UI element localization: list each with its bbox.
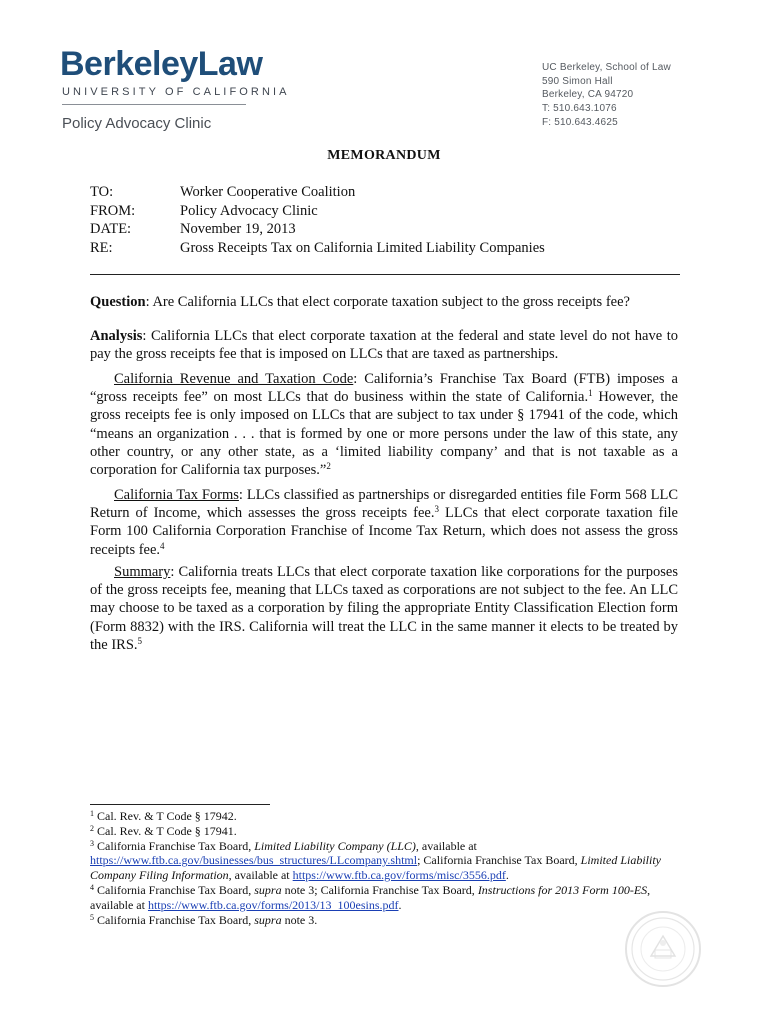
form-3556-link[interactable]: https://www.ftb.ca.gov/forms/misc/3556.pdf [292,868,506,883]
memo-date-row [90,220,296,238]
footnote-supra: supra [254,912,282,927]
footnote-ref-4: 4 [160,540,165,551]
footnote-text: note 3; California Franchise Tax Board, [281,882,478,897]
question-text: : Are California LLCs that elect corporate taxation subject to the gross receipts fee? [145,294,630,310]
footnote-1 [90,809,680,824]
footnote-text: Cal. Rev. & T Code § 17942. [94,809,237,823]
analysis-paragraph [90,327,678,363]
revenue-code-text-b: However, the gross receipts fee is only imposed on LLCs that are subject to tax under § 17941 of the code, which “means an organization . . . that is formed by one or more persons under the law of this state, any other country, or any other state, as a ‘limited liability company’ and that is not taxable as a corporation for California tax purposes.” [90,389,678,479]
memo-title: MEMORANDUM [327,148,441,163]
footnote-number: 2 [90,823,94,833]
footnote-title: Limited Liability Company (LLC) [254,838,416,853]
footnote-ref-5: 5 [137,635,143,646]
date-value: November 19, 2013 [180,221,296,237]
footnote-text: ; California Franchise Tax Board, [417,853,581,868]
logo-university-line: UNIVERSITY OF CALIFORNIA [62,86,290,98]
footnote-ref-3: 3 [434,504,439,515]
footnotes [90,809,680,927]
footnote-2 [90,824,680,839]
form-100es-link[interactable]: https://www.ftb.ca.gov/forms/2013/13_100esins.pdf [147,897,399,912]
date-label: DATE: [90,221,132,237]
re-value: Gross Receipts Tax on California Limited Liability Companies [180,239,545,256]
address-phone: T: 510.643.1076 [542,103,617,115]
footnote-text: California Franchise Tax Board, [94,882,255,897]
footnote-number: 5 [90,912,94,922]
berkeley-law-logo: BerkeleyLaw [60,45,263,83]
footnote-text: . [505,868,509,883]
revenue-code-heading: California Revenue and Taxation Code [114,371,354,387]
footnote-4 [90,883,680,913]
header-divider [90,274,680,275]
footnote-text: , available at [415,838,477,853]
tax-forms-heading: California Tax Forms [114,487,239,503]
analysis-label: Analysis [90,328,143,344]
address-line: Berkeley, CA 94720 [542,89,634,101]
revenue-code-paragraph [90,370,678,479]
from-value: Policy Advocacy Clinic [180,202,318,219]
tax-forms-text-a: : LLCs classified as partnerships or disregarded entities file Form 568 LLC Return of Income, which assesses the gross receipts fee. [90,487,678,522]
clinic-name: Policy Advocacy Clinic [62,115,212,132]
question-label: Question [90,294,146,310]
footnote-title: Instructions for 2013 Form 100-ES [477,882,648,897]
footnote-text: California Franchise Tax Board, [94,912,255,927]
from-label: FROM: [90,202,136,219]
analysis-text: : California LLCs that elect corporate taxation at the federal and state level do not have to pay the gross receipts fee that is imposed on LLCs that are taxed as partnerships. [90,328,678,363]
re-label: RE: [90,239,113,256]
footnote-3 [90,839,680,883]
university-seal-icon [624,910,702,988]
question-paragraph [90,293,678,311]
address-line: UC Berkeley, School of Law [542,62,671,73]
summary-paragraph [90,563,678,654]
footnote-ref-2: 2 [326,461,331,472]
footnote-5 [90,913,680,928]
logo-divider [62,104,246,105]
footnote-ref-1: 1 [588,388,593,399]
llc-company-link[interactable]: https://www.ftb.ca.gov/businesses/bus_structures/LLcompany.shtml [90,853,418,868]
footnote-number: 3 [90,838,94,848]
summary-text: : California treats LLCs that elect corporate taxation like corporations for the purposes of the gross receipts fee, meaning that LLCs taxed as corporations are not subject to the fee. An LLC may choose to be taxed as a corporation by filing the appropriate Entity Classification Election form (Form 8832) with the IRS. California will treat the LLC in the same manner it elects to be treated by the IRS. [90,564,678,653]
address-line: 590 Simon Hall [542,75,613,87]
footnote-divider [90,804,270,805]
footnote-text: . [398,897,402,912]
memo-re-row [90,239,545,257]
footnote-text: note 3. [281,912,318,927]
footnote-text: Cal. Rev. & T Code § 17941. [94,823,237,838]
footnote-title: Limited Liability Company Filing Information [90,853,661,883]
footnote-text: California Franchise Tax Board, [94,838,255,853]
footnote-supra: supra [254,882,282,897]
tax-forms-text-b: LLCs that elect corporate taxation file Form 100 California Corporation Franchise of Income Tax Return, which does not assess the gross receipts fee. [90,505,678,558]
address-block [542,61,671,130]
summary-heading: Summary [114,564,171,580]
footnote-text: , available at [90,882,651,912]
revenue-code-text-a: : California’s Franchise Tax Board (FTB) imposes a “gross receipts fee” on most LLCs that do business within the state of California. [90,371,678,406]
to-label: TO: [90,184,114,200]
memo-from-row [90,202,318,220]
footnote-text: , available at [228,868,293,883]
to-value: Worker Cooperative Coalition [180,184,356,200]
footnote-number: 1 [90,809,94,818]
tax-forms-paragraph [90,486,678,559]
footnote-number: 4 [90,882,94,892]
address-fax: F: 510.643.4625 [542,116,618,128]
memo-to-row [90,183,355,201]
